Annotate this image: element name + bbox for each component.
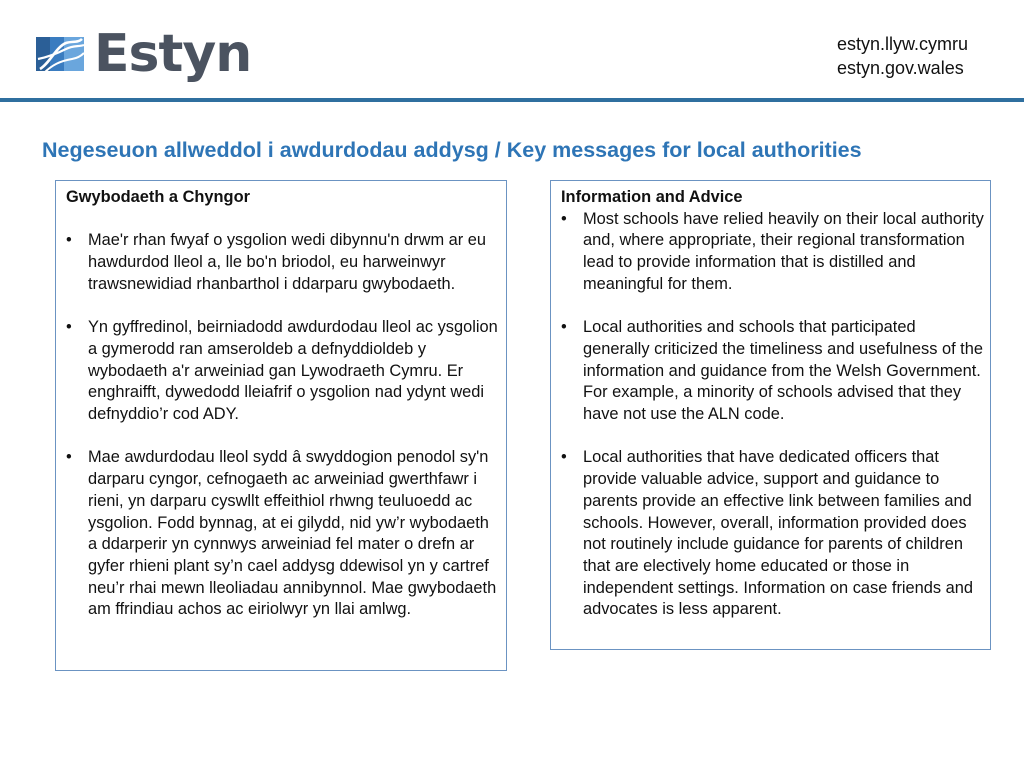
estyn-logo[interactable]	[36, 22, 251, 86]
logo-wordmark: Estyn	[94, 24, 252, 84]
welsh-site-link[interactable]: estyn.llyw.cymru	[836, 34, 968, 54]
list-item	[561, 317, 984, 426]
list-item-text: Local authorities and schools that participated generally criticized the timeliness and usefulness of the information and guidance from the Welsh Government. For example, a minority of schools advised that they have not use the ALN code.	[583, 318, 983, 424]
bullet-icon: •	[561, 318, 567, 337]
list-item-text: Mae awdurdodau lleol sydd â swyddogion penodol sy'n darparu cyngor, cefnogaeth ac arweiniad gwerthfawr i rieni, yn darparu cyswllt effeithiol rhwng teuluoedd ac ysgolion. Fodd bynnag, at ei gilydd, nid yw’r wybodaeth a ddarperir yn cynnwys arweiniad fel mater o drefn ar gyfer rhieni plant sy’n cael addysg ddewisol yn y cartref neu’r rhai mewn lleoliadau annibynnol. Mae gwybodaeth am ffrindiau achos ac eiriolwyr yn llai amlwg.	[88, 448, 497, 619]
list-item-text: Yn gyffredinol, beirniadodd awdurdodau lleol ac ysgolion a gymerodd ran amseroldeb a defnyddioldeb y wybodaeth a'r arweiniad gan Lywodraeth Cymru. Er enghraifft, dywedodd lleiafrif o ysgolion nad ydynt wedi defnyddio’r cod ADY.	[88, 318, 498, 423]
list-item-text: Local authorities that have dedicated officers that provide valuable advice, support and guidance to parents provide an effective link between families and schools. However, overall, information provided does not routinely include guidance for parents of children that are electively home educated or those in independent settings. Information on case friends and advocates is less apparent.	[583, 448, 973, 619]
english-key-messages-panel	[550, 180, 991, 650]
bullet-icon: •	[66, 318, 72, 337]
page-title: Negeseuon allweddol i awdurdodau addysg / Key messages for local authorities	[42, 138, 862, 162]
list-item	[561, 447, 984, 621]
site-links	[837, 32, 968, 80]
welsh-key-messages-panel	[55, 180, 507, 671]
list-item	[66, 317, 500, 426]
bullet-icon: •	[66, 231, 72, 250]
english-site-link[interactable]: estyn.gov.wales	[836, 58, 964, 78]
panel-heading: Gwybodaeth a Chyngor	[66, 188, 250, 206]
header	[0, 0, 1024, 100]
bullet-icon: •	[66, 448, 72, 467]
header-divider	[0, 98, 1024, 102]
bullet-list	[66, 230, 500, 621]
list-item	[66, 230, 500, 295]
bullet-list	[561, 209, 984, 621]
list-item	[561, 209, 984, 296]
bullet-icon: •	[561, 209, 567, 228]
list-item-text: Mae'r rhan fwyaf o ysgolion wedi dibynnu'n drwm ar eu hawdurdod lleol a, lle bo'n briodol, eu harweinwyr trawsnewidiad rhanbarthol i ddarparu gwybodaeth.	[88, 231, 487, 293]
list-item	[66, 447, 500, 621]
panel-heading: Information and Advice	[561, 188, 743, 206]
list-item-text: Most schools have relied heavily on their local authority and, where appropriate, their regional transformation lead to provide information that is distilled and meaningful for them.	[583, 209, 984, 293]
estyn-logo-icon	[36, 33, 86, 75]
bullet-icon: •	[561, 448, 567, 467]
